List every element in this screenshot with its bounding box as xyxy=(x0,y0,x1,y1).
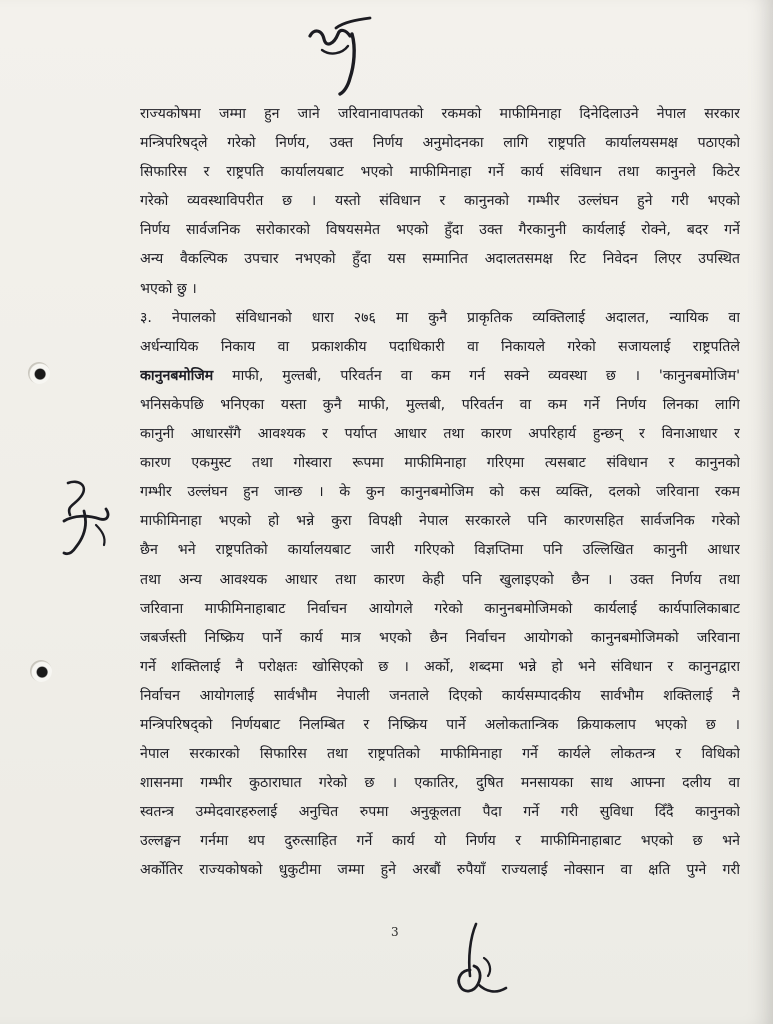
text-line: ३. नेपालको संविधानको धारा २७६ मा कुनै प्राकृतिक व्यक्तिलाई अदालत, न्यायिक वा xyxy=(140,309,740,326)
text-line: शासनमा गम्भीर कुठाराघात गरेको छ । एकातिर, दुषित मनसायका साथ आफ्ना दलीय वा xyxy=(140,775,740,792)
text-line: भएको छु । xyxy=(140,280,197,297)
text-line xyxy=(140,362,740,391)
punch-hole xyxy=(28,362,50,384)
text-line: नेपाल सरकारको सिफारिस तथा राष्ट्रपतिको माफीमिनाहा गर्ने कार्यले लोकतन्त्र र विधिको xyxy=(140,746,740,763)
signature-bottom xyxy=(440,918,520,1010)
text-line: स्वतन्त्र उम्मेदवारहरुलाई अनुचित रुपमा अनुकूलता पैदा गर्ने गरी सुविधा दिँदै कानुनको xyxy=(140,804,740,821)
text-line: छैन भने राष्ट्रपतिको कार्यालयबाट जारी गरिएको विज्ञप्तिमा पनि उल्लिखित कानुनी आधार xyxy=(140,542,740,559)
text-line: निर्णय सार्वजनिक सरोकारको विषयसमेत भएको हुँदा उक्त गैरकानुनी कार्यलाई रोक्ने, बदर गर्ने xyxy=(140,222,740,239)
text-line: गर्ने शक्तिलाई नै परोक्षतः खोसिएको छ । अर्को, शब्दमा भन्ने हो भने संविधान र कानुनद्वारा xyxy=(140,658,740,675)
text-line: निर्वाचन आयोगलाई सार्वभौम नेपाली जनताले दिएको कार्यसम्पादकीय सार्वभौम शक्तिलाई नै xyxy=(140,687,740,704)
text-line: गम्भीर उल्लंघन हुन जान्छ । के कुन कानुनबमोजिम को कस व्यक्ति, दलको जरिवाना रकम xyxy=(140,484,740,501)
punch-hole xyxy=(30,660,52,682)
signature-margin xyxy=(58,475,116,557)
text-line: कारण एकमुस्ट तथा गोस्वारा रूपमा माफीमिनाहा गरिएमा त्यसबाट संविधान र कानुनको xyxy=(140,455,740,472)
text-line: मन्त्रिपरिषद्को निर्णयबाट निलम्बित र निष्क्रिय पार्ने अलोकतान्त्रिक क्रियाकलाप भएको छ । xyxy=(140,716,740,733)
text-line: गरेको व्यवस्थाविपरीत छ । यस्तो संविधान र कानुनको गम्भीर उल्लंघन हुने गरी भएको xyxy=(140,193,740,210)
text-line-post: माफी, मुल्तबी, परिवर्तन वा कम गर्न सक्ने व्यवस्था छ । 'कानुनबमोजिम' xyxy=(213,367,740,384)
text-line: सिफारिस र राष्ट्रपति कार्यालयबाट भएको माफीमिनाहा गर्ने कार्य संविधान तथा कानुनले किटेर xyxy=(140,164,740,181)
text-line: अन्य वैकल्पिक उपचार नभएको हुँदा यस सम्मानित अदालतसमक्ष रिट निवेदन लिएर उपस्थित xyxy=(140,251,740,268)
text-line: उल्लङ्घन गर्नमा थप दुरुत्साहित गर्ने कार्य यो निर्णय र माफीमिनाहाबाट भएको छ भने xyxy=(140,833,740,850)
text-line: अर्धन्यायिक निकाय वा प्रकाशकीय पदाधिकारी वा निकायले गरेको सजायलाई राष्ट्रपतिले xyxy=(140,338,740,355)
text-line: राज्यकोषमा जम्मा हुन जाने जरिवानावापतको रकमको माफीमिनाहा दिनेदिलाउने नेपाल सरकार xyxy=(140,106,740,122)
signature-top xyxy=(300,6,380,98)
text-line: अर्कोतिर राज्यकोषको धुकुटीमा जम्मा हुने अरबौं रुपैयाँ राज्यलाई नोक्सान वा क्षति पुग्ने गरी xyxy=(140,862,740,879)
text-line: जबर्जस्ती निष्क्रिय पार्ने कार्य मात्र भएको छैन निर्वाचन आयोगको कानुनबमोजिमको जरिवाना xyxy=(140,629,740,646)
text-line: माफीमिनाहा भएको हो भन्ने कुरा विपक्षी नेपाल सरकारले पनि कारणसहित सार्वजनिक गरेको xyxy=(140,513,740,530)
document-body xyxy=(140,100,740,886)
bold-term: कानुनबमोजिम xyxy=(140,367,214,384)
text-line: तथा अन्य आवश्यक आधार तथा कारण केही पनि खुलाइएको छैन । उक्त निर्णय तथा xyxy=(140,571,740,588)
text-line: मन्त्रिपरिषद्ले गरेको निर्णय, उक्त निर्णय अनुमोदनका लागि राष्ट्रपति कार्यालयसमक्ष पठाएको xyxy=(140,135,740,152)
page-number: 3 xyxy=(391,925,399,939)
text-line: कानुनी आधारसँगै आवश्यक र पर्याप्त आधार तथा कारण अपरिहार्य हुन्छन् र विनाआधार र xyxy=(140,426,740,443)
text-line: भनिसकेपछि भनिएका यस्ता कुनै माफी, मुल्तबी, परिवर्तन वा कम गर्ने निर्णय लिनका लागि xyxy=(140,396,740,413)
text-line: जरिवाना माफीमिनाहाबाट निर्वाचन आयोगले गरेको कानुनबमोजिमको कार्यलाई कार्यपालिकाबाट xyxy=(140,600,740,617)
